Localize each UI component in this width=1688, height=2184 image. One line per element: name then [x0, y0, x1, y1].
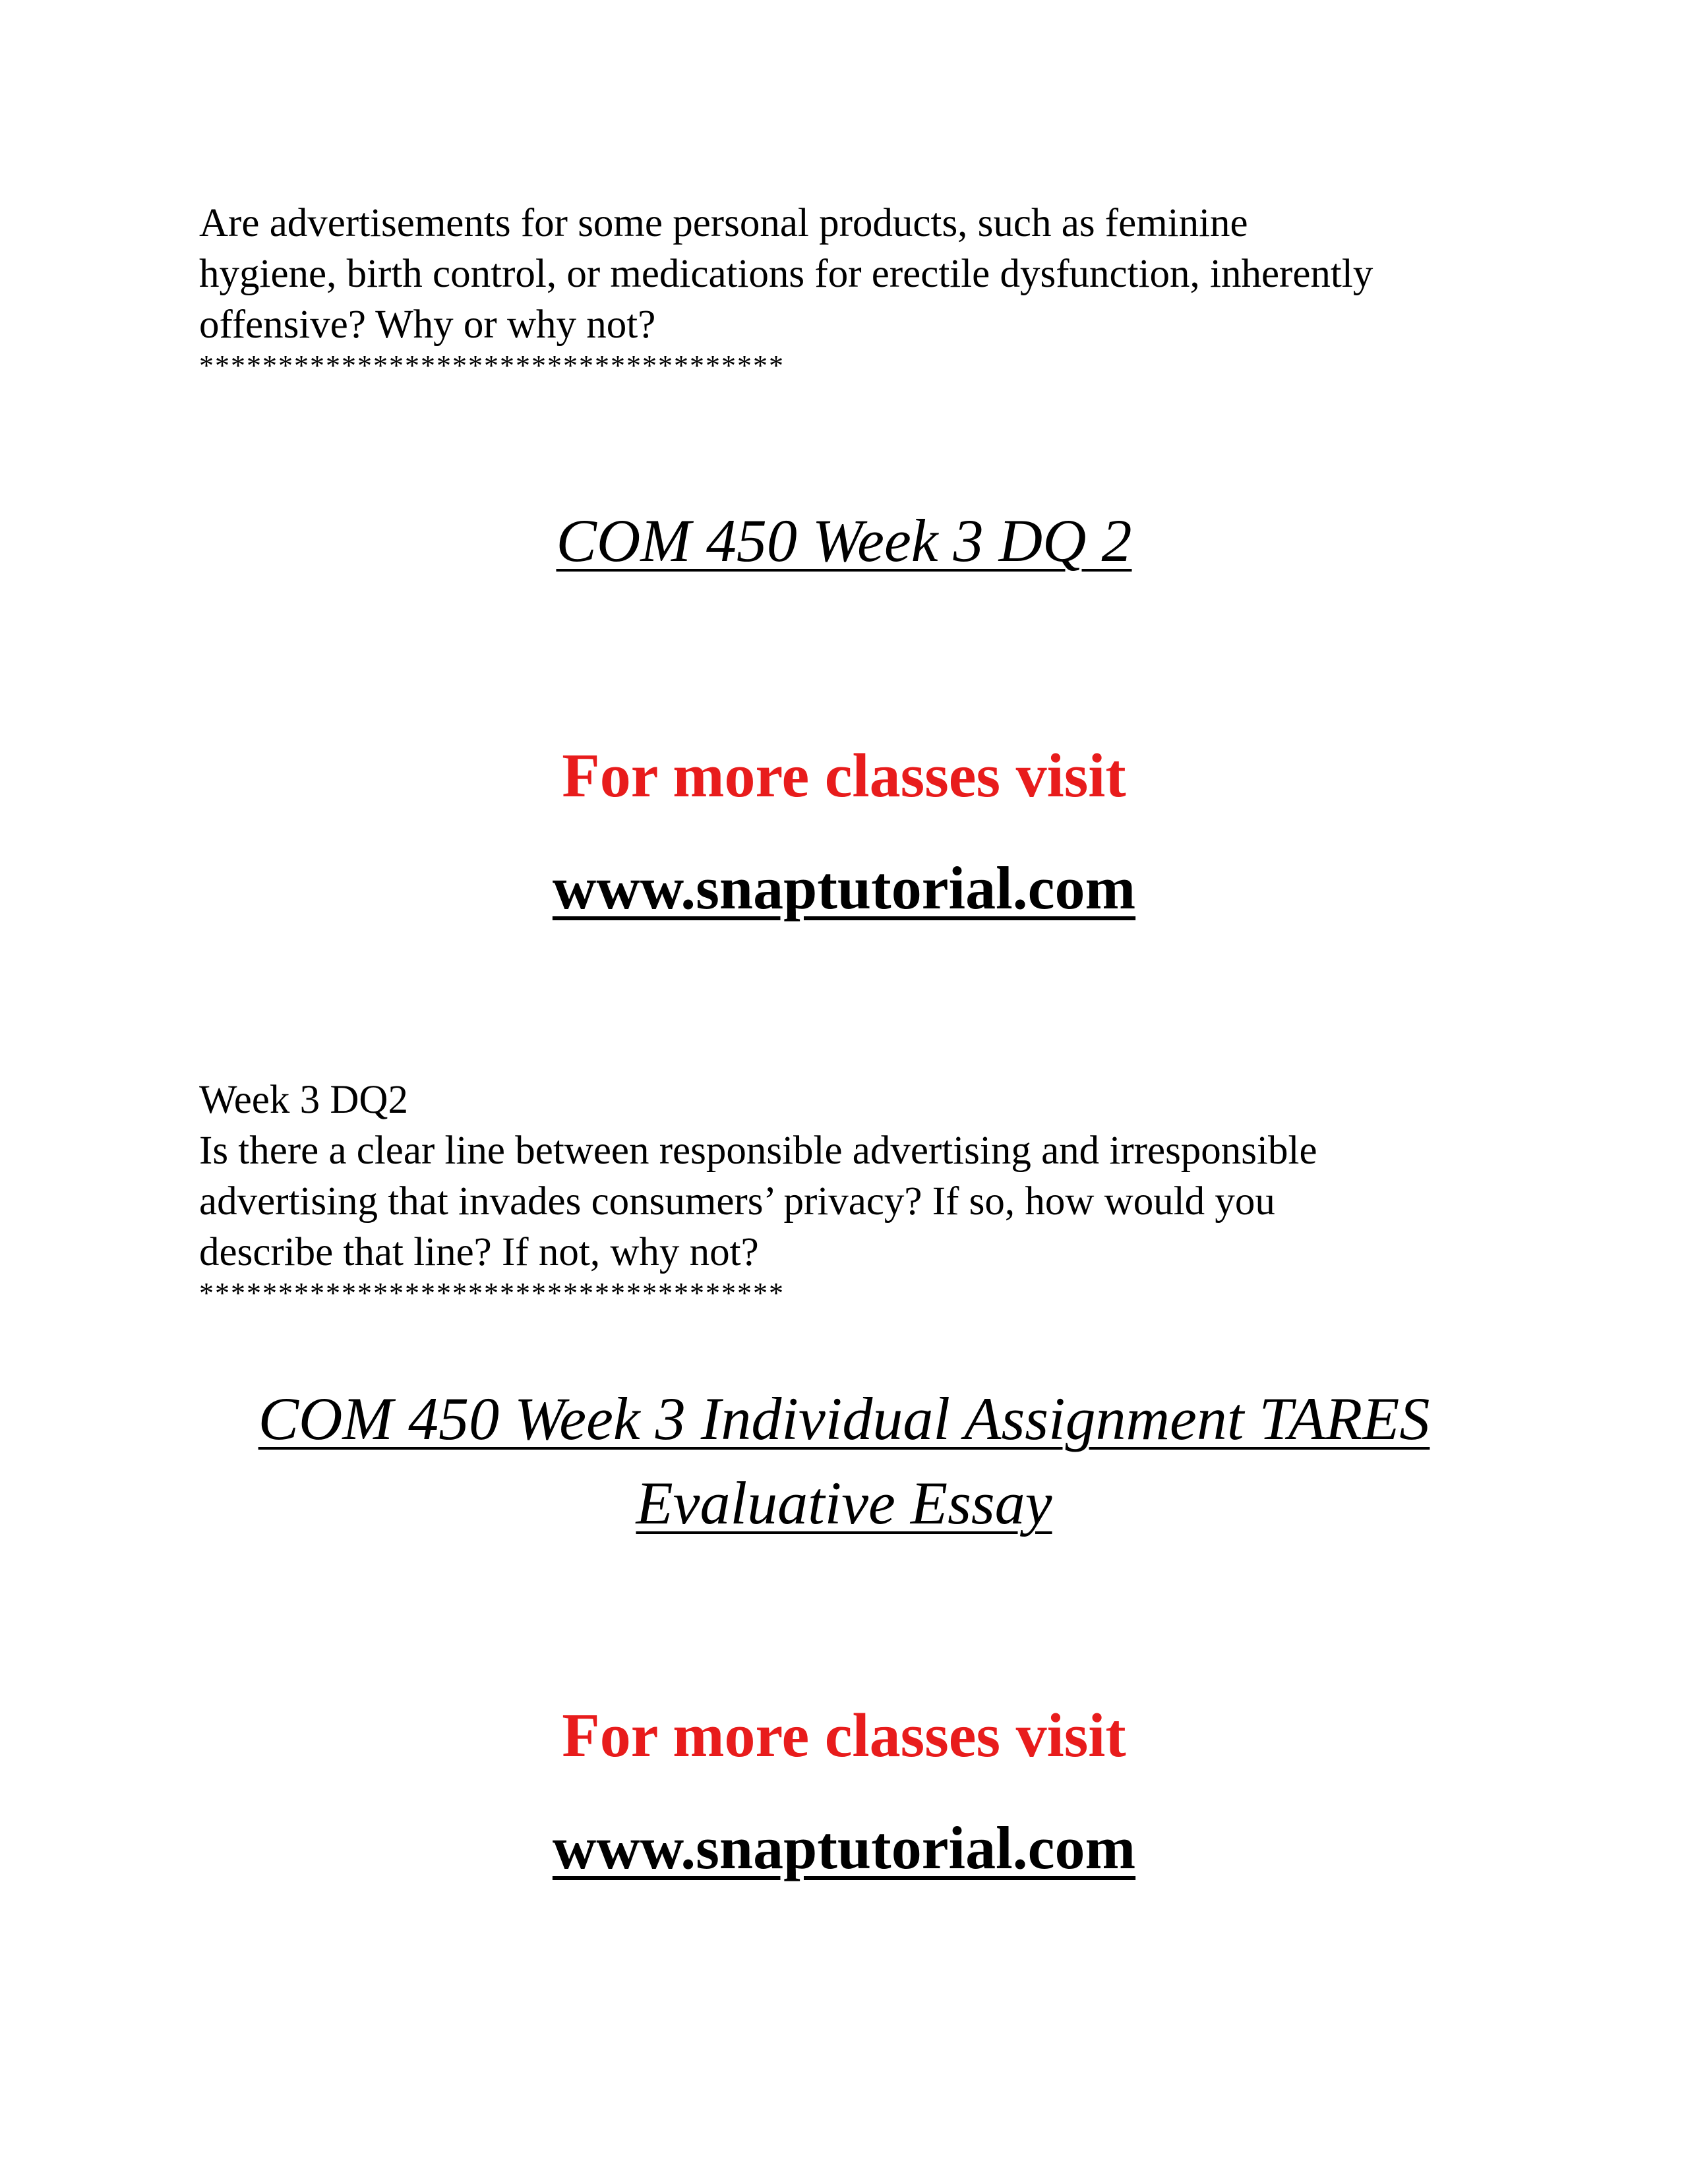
course-title-tares	[0, 1376, 1688, 1461]
website-link-2-text[interactable]: www.snaptutorial.com	[552, 1814, 1136, 1881]
course-title-tares-line1: COM 450 Week 3 Individual Assignment TARES	[258, 1385, 1430, 1452]
website-link-1-text[interactable]: www.snaptutorial.com	[552, 854, 1136, 922]
question-text-2: Is there a clear line between responsible advertising and irresponsible advertising that invades consumers’ privacy? If so, how would you describe that line? If not, why not?	[199, 1129, 1317, 1274]
promo-text-2: For more classes visit	[562, 1701, 1126, 1770]
course-title-tares-2	[0, 1461, 1688, 1545]
course-title-dq2-text: COM 450 Week 3 DQ 2	[556, 507, 1132, 574]
separator-2: *************************************	[199, 1277, 785, 1309]
course-title-tares-line2: Evaluative Essay	[636, 1469, 1052, 1537]
separator-1: *************************************	[199, 349, 785, 382]
course-title-dq2	[0, 498, 1688, 583]
website-link-2[interactable]	[0, 1812, 1688, 1884]
week-label: Week 3 DQ2	[199, 1078, 408, 1122]
promo-text-1: For more classes visit	[562, 742, 1126, 810]
website-link-1[interactable]	[0, 852, 1688, 924]
question-text-1: Are advertisements for some personal products, such as feminine hygiene, birth control, or medications for erectile dysfunction, inherently offensive? Why or why not?	[199, 201, 1373, 347]
